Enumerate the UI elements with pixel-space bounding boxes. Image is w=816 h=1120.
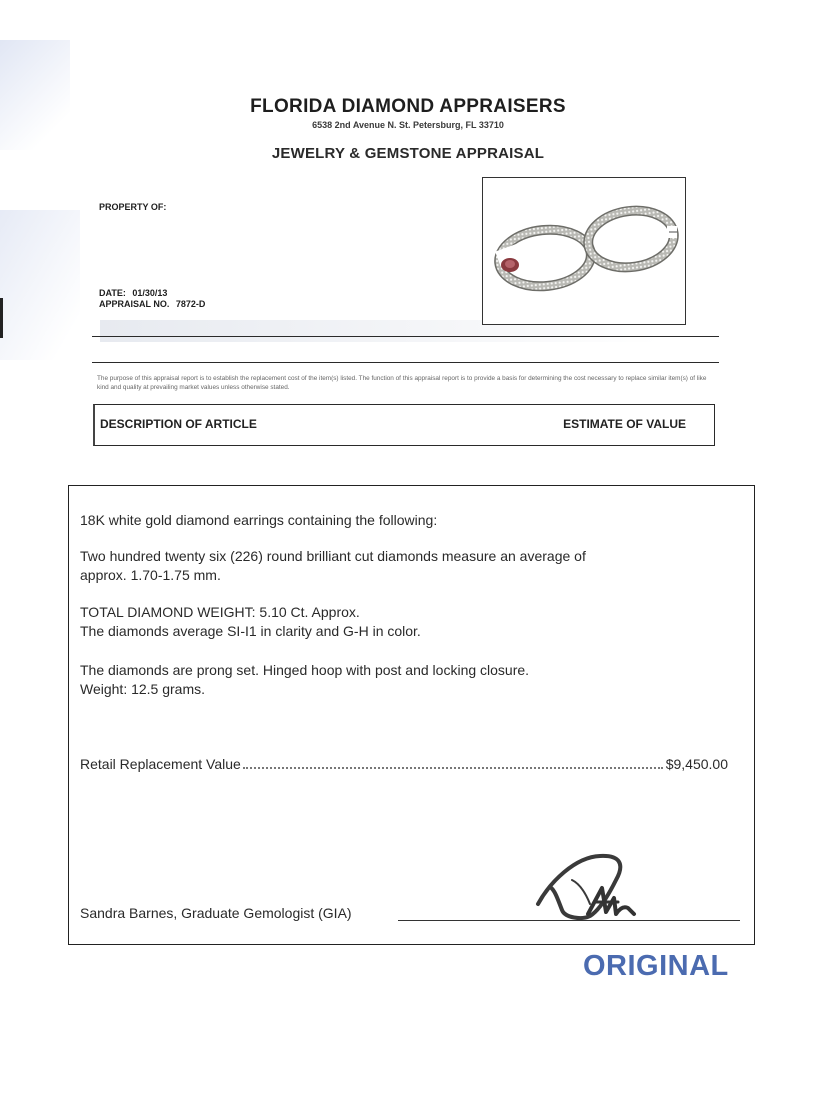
dot-leader [243, 766, 663, 769]
article-line: TOTAL DIAMOND WEIGHT: 5.10 Ct. Approx. [80, 604, 360, 620]
estimate-column-header: ESTIMATE OF VALUE [563, 417, 686, 431]
table-header [93, 404, 715, 446]
scan-edge-mark [0, 298, 3, 338]
appraisal-number-value: 7872-D [175, 299, 206, 309]
original-stamp: ORIGINAL [583, 950, 729, 982]
replacement-value-amount: $9,450.00 [665, 756, 728, 772]
document-title: JEWELRY & GEMSTONE APPRAISAL [271, 145, 545, 162]
date-field [99, 288, 167, 298]
property-of-field [99, 202, 170, 212]
article-line: Two hundred twenty six (226) round brilliant cut diamonds measure an average of [80, 548, 586, 564]
divider [92, 362, 719, 363]
description-column-header: DESCRIPTION OF ARTICLE [100, 417, 257, 431]
scan-artifact [0, 210, 80, 360]
replacement-value-label: Retail Replacement Value [80, 756, 241, 772]
item-photo [482, 177, 686, 325]
handwritten-signature-icon [520, 852, 640, 922]
purpose-statement: The purpose of this appraisal report is to establish the replacement cost of the item(s) listed. The function of this appraisal report is to provide a basis for determining the cost necessary to replace similar item(s) of like kind and quality at prevailing market values unless otherwise stated. [97, 375, 707, 391]
article-line: approx. 1.70-1.75 mm. [80, 567, 221, 583]
date-label: DATE: [99, 288, 126, 298]
company-address: 6538 2nd Avenue N. St. Petersburg, FL 33710 [312, 120, 504, 130]
signer-name: Sandra Barnes, Graduate Gemologist (GIA) [80, 905, 352, 921]
article-line: The diamonds average SI-I1 in clarity and G-H in color. [80, 623, 421, 639]
divider [92, 336, 719, 337]
article-line: Weight: 12.5 grams. [80, 681, 206, 697]
appraisal-number-field [99, 299, 205, 309]
article-line: 18K white gold diamond earrings containing the following: [80, 512, 438, 528]
date-value: 01/30/13 [132, 288, 168, 298]
property-of-label: PROPERTY OF: [99, 202, 167, 212]
appraisal-number-label: APPRAISAL NO. [99, 299, 170, 309]
scan-artifact [0, 40, 70, 150]
hoop-earrings-photo-icon [483, 178, 685, 324]
company-name: FLORIDA DIAMOND APPRAISERS [250, 96, 566, 117]
article-line: The diamonds are prong set. Hinged hoop with post and locking closure. [80, 662, 530, 678]
replacement-value-row [80, 756, 728, 772]
